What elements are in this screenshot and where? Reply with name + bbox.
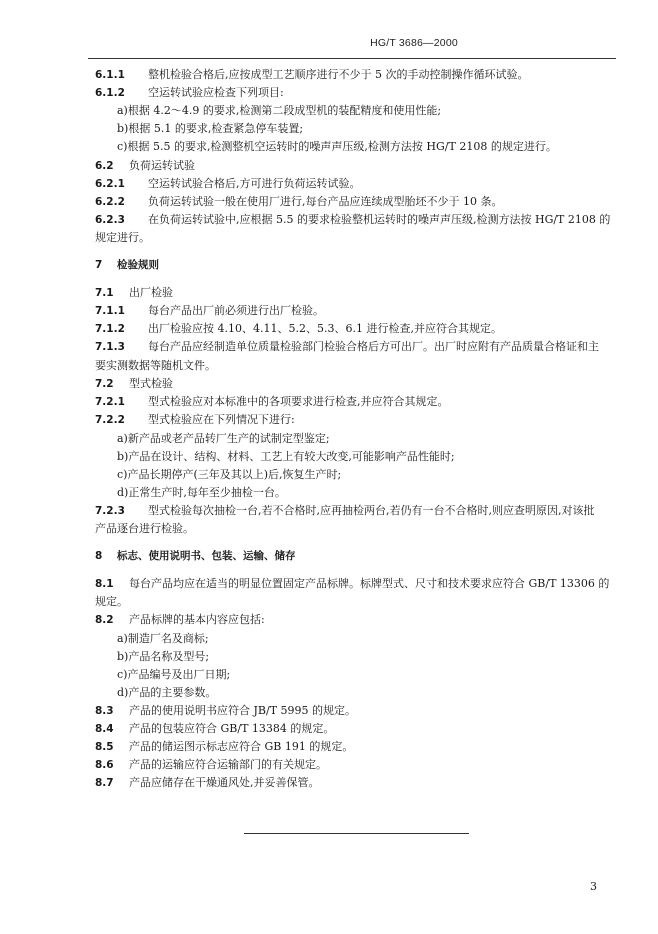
clause-number: 7.2 bbox=[95, 378, 114, 390]
clause-7-1-1 bbox=[0, 302, 658, 320]
list-item-text: c)根据 5.5 的要求,检测整机空运转时的噪声声压级,检测方法按 HG/T 2108 的规定进行。 bbox=[117, 140, 557, 153]
section-title: 检验规则 bbox=[117, 259, 159, 271]
list-item-text: d)正常生产时,每年至少抽检一台。 bbox=[117, 486, 286, 499]
clause-number: 8.2 bbox=[95, 614, 114, 626]
clause-number: 6.2.2 bbox=[95, 196, 125, 208]
list-item bbox=[0, 648, 658, 666]
clause-6-2-2 bbox=[0, 193, 658, 211]
clause-number: 7.1.3 bbox=[95, 341, 125, 353]
clause-text: 型式检验 bbox=[129, 377, 173, 390]
list-item-text: a)根据 4.2～4.9 的要求,检测第二段成型机的装配精度和使用性能; bbox=[117, 104, 442, 117]
clause-text: 出厂检验应按 4.10、4.11、5.2、5.3、6.1 进行检查,并应符合其规定。 bbox=[148, 322, 502, 335]
clause-7-1-3 bbox=[0, 338, 658, 356]
list-item bbox=[0, 666, 658, 684]
clause-7-2-1 bbox=[0, 393, 658, 411]
clause-number: 8.4 bbox=[95, 723, 114, 735]
continuation-line bbox=[0, 520, 658, 538]
clause-number: 6.2.3 bbox=[95, 214, 125, 226]
clause-number: 7.2.3 bbox=[95, 505, 125, 517]
list-item bbox=[0, 484, 658, 502]
section-heading-7 bbox=[0, 256, 658, 274]
clause-text: 产品的包装应符合 GB/T 13384 的规定。 bbox=[129, 722, 335, 735]
section-number: 7 bbox=[95, 259, 103, 271]
list-item bbox=[0, 430, 658, 448]
list-item-text: b)产品在设计、结构、材料、工艺上有较大改变,可能影响产品性能时; bbox=[117, 450, 455, 463]
clause-text: 产品的储运图示标志应符合 GB 191 的规定。 bbox=[129, 740, 354, 753]
clause-7-1 bbox=[0, 284, 658, 302]
clause-6-1-2 bbox=[0, 84, 658, 102]
clause-7-2-2 bbox=[0, 411, 658, 429]
clause-text: 产品应储存在干燥通风处,并妥善保管。 bbox=[129, 776, 320, 789]
list-item bbox=[0, 120, 658, 138]
continuation-line bbox=[0, 229, 658, 247]
clause-number: 7.2.1 bbox=[95, 396, 125, 408]
clause-text: 整机检验合格后,应按成型工艺顺序进行不少于 5 次的手动控制操作循环试验。 bbox=[148, 68, 529, 81]
clause-number: 8.3 bbox=[95, 705, 114, 717]
clause-text: 产品的使用说明书应符合 JB/T 5995 的规定。 bbox=[129, 704, 357, 717]
clause-8-7 bbox=[0, 774, 658, 792]
clause-number: 6.2 bbox=[95, 160, 114, 172]
clause-number: 8.7 bbox=[95, 777, 114, 789]
clause-text: 产品标牌的基本内容应包括: bbox=[129, 613, 265, 626]
page-number: 3 bbox=[590, 880, 597, 893]
list-item-text: b)产品名称及型号; bbox=[117, 650, 210, 663]
section-heading-8 bbox=[0, 547, 658, 565]
clause-text: 每台产品出厂前必须进行出厂检验。 bbox=[148, 304, 324, 317]
section-number: 8 bbox=[95, 550, 103, 562]
header-rule bbox=[88, 58, 616, 59]
continuation-line bbox=[0, 593, 658, 611]
end-rule bbox=[244, 833, 469, 834]
clause-text: 出厂检验 bbox=[129, 286, 173, 299]
clause-6-2-3 bbox=[0, 211, 658, 229]
continuation-text: 要实测数据等随机文件。 bbox=[95, 359, 216, 372]
clause-text: 在负荷运转试验中,应根据 5.5 的要求检验整机运转时的噪声声压级,检测方法按 HG/T 2108 的 bbox=[148, 213, 611, 226]
clause-number: 8.6 bbox=[95, 759, 114, 771]
clause-number: 7.2.2 bbox=[95, 414, 125, 426]
clause-8-1 bbox=[0, 575, 658, 593]
list-item-text: c)产品编号及出厂日期; bbox=[117, 668, 231, 681]
clause-8-4 bbox=[0, 720, 658, 738]
list-item-text: d)产品的主要参数。 bbox=[117, 686, 217, 699]
standard-code: HG/T 3686—2000 bbox=[370, 37, 458, 49]
clause-text: 产品的运输应符合运输部门的有关规定。 bbox=[129, 758, 327, 771]
clause-text: 每台产品均应在适当的明显位置固定产品标牌。标牌型式、尺寸和技术要求应符合 GB/T 13306 的 bbox=[129, 577, 610, 590]
clause-text: 负荷运转试验 bbox=[129, 159, 195, 172]
section-title: 标志、使用说明书、包装、运输、储存 bbox=[117, 550, 296, 562]
clause-text: 型式检验应对本标准中的各项要求进行检查,并应符合其规定。 bbox=[148, 395, 449, 408]
clause-number: 6.1.2 bbox=[95, 87, 125, 99]
clause-7-1-2 bbox=[0, 320, 658, 338]
clause-text: 型式检验每次抽检一台,若不合格时,应再抽检两台,若仍有一台不合格时,则应查明原因,对该批 bbox=[148, 504, 595, 517]
list-item bbox=[0, 448, 658, 466]
clause-number: 8.1 bbox=[95, 578, 114, 590]
list-item bbox=[0, 138, 658, 156]
list-item bbox=[0, 630, 658, 648]
continuation-text: 规定进行。 bbox=[95, 231, 150, 244]
page-header bbox=[0, 37, 658, 55]
continuation-text: 产品逐台进行检验。 bbox=[95, 522, 194, 535]
clause-8-3 bbox=[0, 702, 658, 720]
clause-8-2 bbox=[0, 611, 658, 629]
list-item bbox=[0, 102, 658, 120]
clause-7-2 bbox=[0, 375, 658, 393]
clause-text: 每台产品应经制造单位质量检验部门检验合格后方可出厂。出厂时应附有产品质量合格证和主 bbox=[148, 340, 599, 353]
clause-number: 7.1.1 bbox=[95, 305, 125, 317]
clause-6-2 bbox=[0, 157, 658, 175]
clause-text: 空运转试验合格后,方可进行负荷运转试验。 bbox=[148, 177, 361, 190]
clause-number: 8.5 bbox=[95, 741, 114, 753]
list-item bbox=[0, 466, 658, 484]
clause-text: 型式检验应在下列情况下进行: bbox=[148, 413, 295, 426]
clause-number: 6.1.1 bbox=[95, 69, 125, 81]
list-item-text: b)根据 5.1 的要求,检查紧急停车装置; bbox=[117, 122, 304, 135]
continuation-text: 规定。 bbox=[95, 595, 128, 608]
clause-number: 6.2.1 bbox=[95, 178, 125, 190]
list-item bbox=[0, 684, 658, 702]
clause-6-2-1 bbox=[0, 175, 658, 193]
list-item-text: c)产品长期停产(三年及其以上)后,恢复生产时; bbox=[117, 468, 342, 481]
list-item-text: a)制造厂名及商标; bbox=[117, 632, 209, 645]
clause-text: 空运转试验应检查下列项目: bbox=[148, 86, 284, 99]
clause-text: 负荷运转试验一般在使用厂进行,每台产品应连续成型胎坯不少于 10 条。 bbox=[148, 195, 503, 208]
clause-8-5 bbox=[0, 738, 658, 756]
continuation-line bbox=[0, 357, 658, 375]
clause-6-1-1 bbox=[0, 66, 658, 84]
clause-7-2-3 bbox=[0, 502, 658, 520]
clause-number: 7.1 bbox=[95, 287, 114, 299]
clause-number: 7.1.2 bbox=[95, 323, 125, 335]
list-item-text: a)新产品或老产品转厂生产的试制定型鉴定; bbox=[117, 432, 330, 445]
clause-8-6 bbox=[0, 756, 658, 774]
